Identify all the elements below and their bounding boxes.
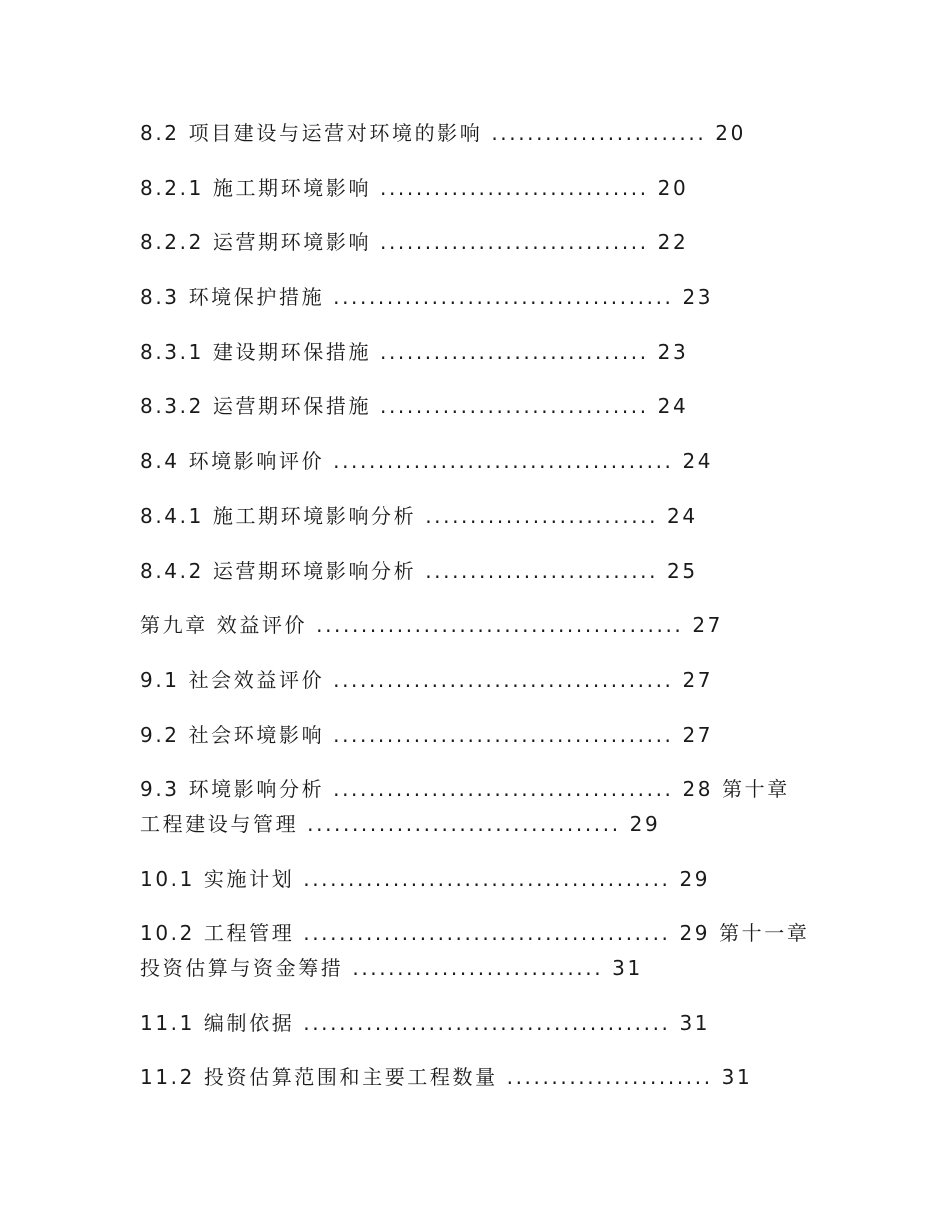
- toc-entry[interactable]: [140, 335, 820, 370]
- toc-entry-text: 10.2 工程管理 ......................................... 29 第十一章 投资估算与资金筹措 ............................ 31: [140, 921, 810, 981]
- toc-entry[interactable]: [140, 1060, 820, 1095]
- toc-entry[interactable]: [140, 663, 820, 698]
- toc-entry[interactable]: [140, 1006, 820, 1041]
- toc-entry-text: 11.1 编制依据 ......................................... 31: [140, 1010, 711, 1035]
- toc-entry-text: 8.3.2 运营期环保措施 .............................. 24: [140, 394, 689, 419]
- toc-entry-text: 8.2 项目建设与运营对环境的影响 ........................ 20: [140, 121, 746, 145]
- toc-entry[interactable]: [140, 444, 820, 479]
- toc-entry[interactable]: [140, 499, 820, 534]
- toc-entry[interactable]: [140, 916, 820, 986]
- toc-entry-text: 8.4.1 施工期环境影响分析 .......................... 24: [140, 503, 698, 528]
- toc-entry-text: 10.1 实施计划 ......................................... 29: [140, 866, 711, 891]
- table-of-contents: [140, 116, 820, 1115]
- toc-entry-text: 8.4 环境影响评价 ...................................... 24: [140, 449, 714, 474]
- toc-entry[interactable]: [140, 171, 820, 206]
- toc-entry-text: 8.3.1 建设期环保措施 .............................. 23: [140, 339, 689, 364]
- toc-entry-text: 8.2.2 运营期环境影响 .............................. 22: [140, 230, 689, 255]
- toc-entry-text: 第九章 效益评价 ......................................... 27: [140, 613, 723, 638]
- toc-entry[interactable]: [140, 280, 820, 315]
- toc-entry-text: 8.3 环境保护措施 ...................................... 23: [140, 285, 714, 310]
- toc-entry[interactable]: [140, 116, 820, 151]
- toc-chapter-entry[interactable]: [140, 608, 820, 643]
- toc-entry-text: 8.4.2 运营期环境影响分析 .......................... 25: [140, 558, 698, 583]
- toc-entry[interactable]: [140, 225, 820, 260]
- toc-entry-text: 9.3 环境影响分析 ...................................... 28 第十章 工程建设与管理 ................................... 29: [140, 777, 790, 837]
- toc-entry[interactable]: [140, 772, 820, 842]
- toc-entry[interactable]: [140, 389, 820, 424]
- toc-entry-text: 8.2.1 施工期环境影响 .............................. 20: [140, 175, 689, 200]
- toc-entry-text: 9.1 社会效益评价 ...................................... 27: [140, 667, 714, 692]
- toc-entry[interactable]: [140, 862, 820, 897]
- toc-entry[interactable]: [140, 718, 820, 753]
- toc-entry-text: 11.2 投资估算范围和主要工程数量 ....................... 31: [140, 1065, 753, 1090]
- toc-entry-text: 9.2 社会环境影响 ...................................... 27: [140, 722, 714, 747]
- toc-entry[interactable]: [140, 554, 820, 589]
